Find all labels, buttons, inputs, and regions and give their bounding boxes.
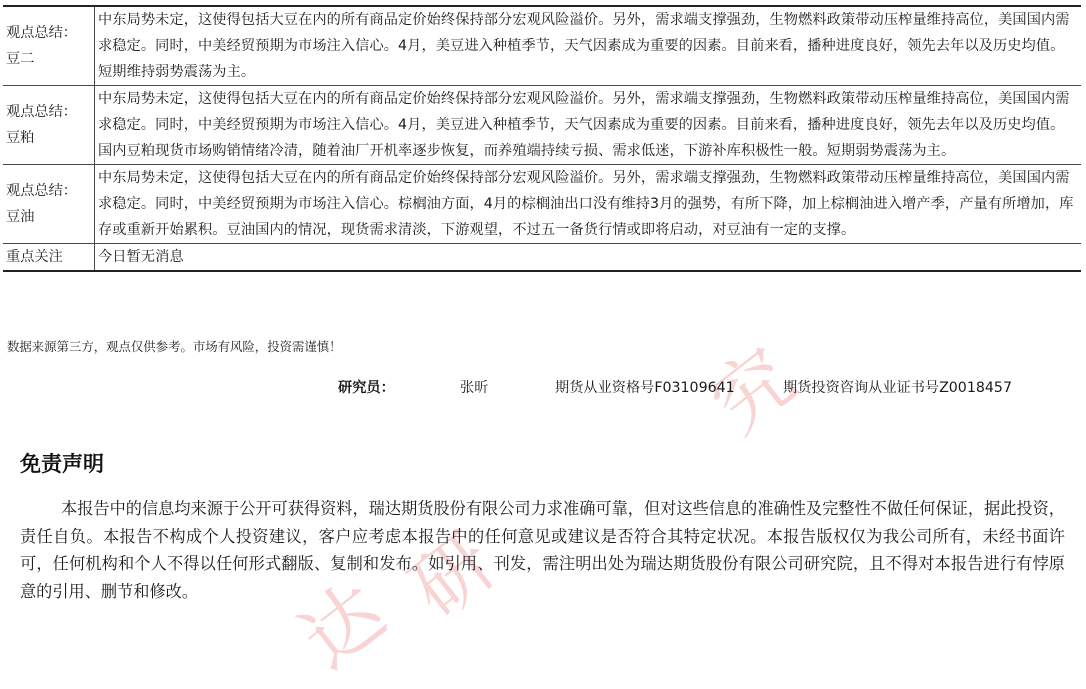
summary-table [3,5,1081,272]
researcher-label: 研究员： [338,380,395,396]
source-note: 数据来源第三方，观点仅供参考。市场有风险，投资需谨慎！ [7,339,342,354]
row-content: 中东局势未定，这使得包括大豆在内的所有商品定价始终保持部分宏观风险溢价。另外，需求端支撑强劲，生物燃料政策带动压榨量维持高位，美国国内需求稳定。同时，中美经贸预期为市场注入信心。4月，美豆进入种植季节，天气因素成为重要的因素。目前来看，播种进度良好，领先去年以及历史均值。短期维持弱势震荡为主。 [95,6,1082,86]
consulting-cert-number: 期货投资咨询从业证书号Z0018457 [783,380,1012,396]
disclaimer-title: 免责声明 [20,452,104,476]
row-label: 观点总结： 豆二 [3,6,95,86]
table-row [3,6,1081,86]
table-row [3,86,1081,165]
table-row [3,244,1081,272]
row-content: 中东局势未定，这使得包括大豆在内的所有商品定价始终保持部分宏观风险溢价。另外，需求端支撑强劲，生物燃料政策带动压榨量维持高位，美国国内需求稳定。同时，中美经贸预期为市场注入信心。棕榈油方面，4月的棕榈油出口没有维持3月的强势，有所下降，加上棕榈油进入增产季，产量有所增加，库存或重新开始累积。豆油国内的情况，现货需求清淡，下游观望，不过五一备货行情或即将启动，对豆油有一定的支撑。 [95,165,1082,244]
table-row [3,165,1081,244]
row-content: 中东局势未定，这使得包括大豆在内的所有商品定价始终保持部分宏观风险溢价。另外，需求端支撑强劲，生物燃料政策带动压榨量维持高位，美国国内需求稳定。同时，中美经贸预期为市场注入信心。4月，美豆进入种植季节，天气因素成为重要的因素。目前来看，播种进度良好，领先去年以及历史均值。国内豆粕现货市场购销情绪冷清，随着油厂开机率逐步恢复，而养殖端持续亏损、需求低迷，下游补库积极性一般。短期弱势震荡为主。 [95,86,1082,165]
watermark-char: 研 [394,517,512,636]
researcher-name: 张昕 [460,380,489,396]
row-content: 今日暂无消息 [95,244,1082,272]
qualification-number: 期货从业资格号F03109641 [555,380,735,396]
watermark-char: 究 [694,332,812,451]
disclaimer-body: 本报告中的信息均来源于公开可获得资料，瑞达期货股份有限公司力求准确可靠，但对这些信息的准确性及完整性不做任何保证，据此投资，责任自负。本报告不构成个人投资建议，客户应考虑本报告中的任何意见或建议是否符合其特定状况。本报告版权仅为我公司所有，未经书面许可，任何机构和个人不得以任何形式翻版、复制和发布。如引用、刊发，需注明出处为瑞达期货股份有限公司研究院，且不得对本报告进行有悖原意的引用、删节和修改。 [20,499,1065,601]
row-label: 重点关注 [3,244,95,272]
watermark-char: 达 [284,567,402,686]
researcher-line [0,377,1086,397]
row-label: 观点总结： 豆油 [3,165,95,244]
row-label: 观点总结： 豆粕 [3,86,95,165]
